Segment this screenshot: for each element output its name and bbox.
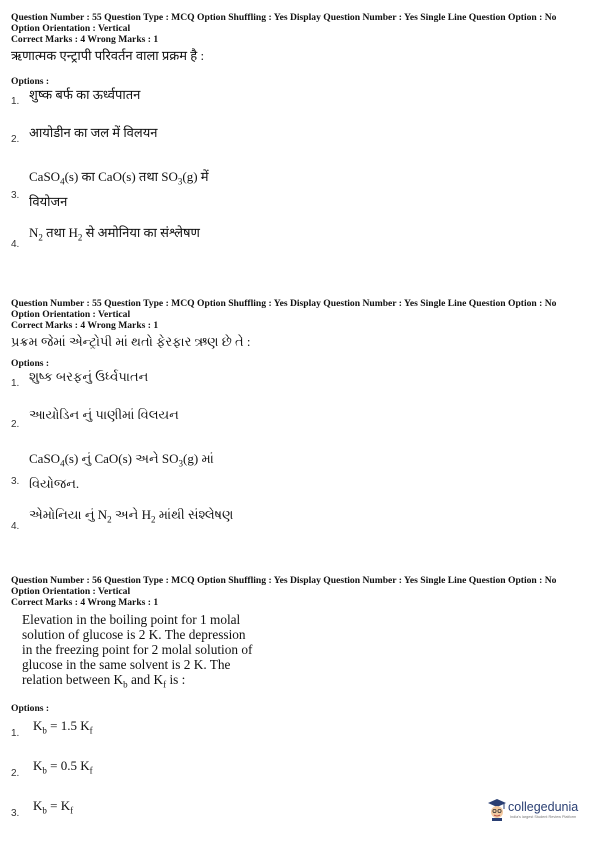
question-header: Question Number : 55 Question Type : MCQ Option Shuffling : Yes Display Question Number : Yes Single Line Question Option : No Option Orientation : Vertical <box>11 12 557 34</box>
option-number: 4. <box>11 239 20 250</box>
question-block-55-gujarati <box>11 298 585 549</box>
option-number: 1. <box>11 378 20 389</box>
option-text-line1: CaSO$_4$(s) का CaO(s) तथा $SO_3(g)$ में <box>29 169 209 187</box>
student-face-icon <box>488 799 506 821</box>
question-line: in the freezing point for 2 molal solution of <box>22 642 253 657</box>
option-text-line1: CaSO$_4$(s) નું CaO(s) અને $SO_3(g)$ માં <box>29 451 214 469</box>
question-block-55-hindi <box>11 12 585 267</box>
option-number: 1. <box>11 96 20 107</box>
option-number: 1. <box>11 727 20 739</box>
option-number: 2. <box>11 419 20 430</box>
options-list <box>11 87 585 267</box>
option-number: 4. <box>11 521 20 532</box>
option-text: $K_b = K_f$ <box>33 797 74 816</box>
option-number: 2. <box>11 767 20 779</box>
option-number: 3. <box>11 476 20 487</box>
question-text <box>22 612 585 693</box>
question-header: Question Number : 56 Question Type : MCQ Option Shuffling : Yes Display Question Number : Yes Single Line Question Option : No Option Orientation : Vertical <box>11 575 557 597</box>
collegedunia-logo <box>488 798 592 826</box>
logo-tagline: India's largest Student Review Platform <box>510 815 577 819</box>
option-text: એમોનિયા નું $N_2$ અને $H_2$ માંથી સંશ્લેષણ <box>29 507 234 525</box>
marks-line: Correct Marks : 4 Wrong Marks : 1 <box>11 34 159 45</box>
question-line: Elevation in the boiling point for 1 molal <box>22 612 241 627</box>
options-list <box>11 369 585 549</box>
option-text: આયોડિન નું પાણીમાં વિલયન <box>29 407 179 422</box>
option-text: $K_b = 1.5$ $K_f$ <box>33 717 93 736</box>
marks-line: Correct Marks : 4 Wrong Marks : 1 <box>11 597 159 608</box>
question-text: ऋणात्मक एन्ट्रापी परिवर्तन वाला प्रक्रम है : <box>11 48 205 63</box>
options-label: Options : <box>11 702 50 714</box>
option-text: शुष्क बर्फ का ऊर्ध्वपातन <box>29 87 141 102</box>
option-number: 2. <box>11 134 20 145</box>
question-header: Question Number : 55 Question Type : MCQ Option Shuffling : Yes Display Question Number : Yes Single Line Question Option : No Option Orientation : Vertical <box>11 298 557 320</box>
option-text-line2: वियोजन <box>29 193 68 209</box>
option-number: 3. <box>11 807 20 819</box>
question-line: solution of glucose is 2 K. The depression <box>22 627 246 642</box>
option-text: $K_b = 0.5$ $K_f$ <box>33 757 93 776</box>
question-line: relation between $K_b$ and $K_f$ is : <box>22 672 186 690</box>
option-text: $N_2$ तथा $H_2$ से अमोनिया का संश्लेषण <box>29 225 200 243</box>
option-text: શુષ્ક બરફનું ઉર્ધ્વપાતન <box>29 369 149 384</box>
question-line: glucose in the same solvent is 2 K. The <box>22 657 231 672</box>
question-text: પ્રક્રમ જેમાં એન્ટ્રોપી માં થતો ફેરફાર ઋણ છે તે : <box>11 334 251 349</box>
options-label: Options : <box>11 76 50 87</box>
logo-wordmark: collegedunia <box>508 800 579 814</box>
option-text <box>29 449 214 493</box>
option-text: आयोडीन का जल में विलयन <box>29 125 158 140</box>
options-label: Options : <box>11 358 50 369</box>
option-number: 3. <box>11 190 20 201</box>
option-text-line2: વિયોજન. <box>29 475 80 491</box>
marks-line: Correct Marks : 4 Wrong Marks : 1 <box>11 320 159 331</box>
question-block-56-english <box>11 575 585 824</box>
option-text <box>29 167 209 211</box>
